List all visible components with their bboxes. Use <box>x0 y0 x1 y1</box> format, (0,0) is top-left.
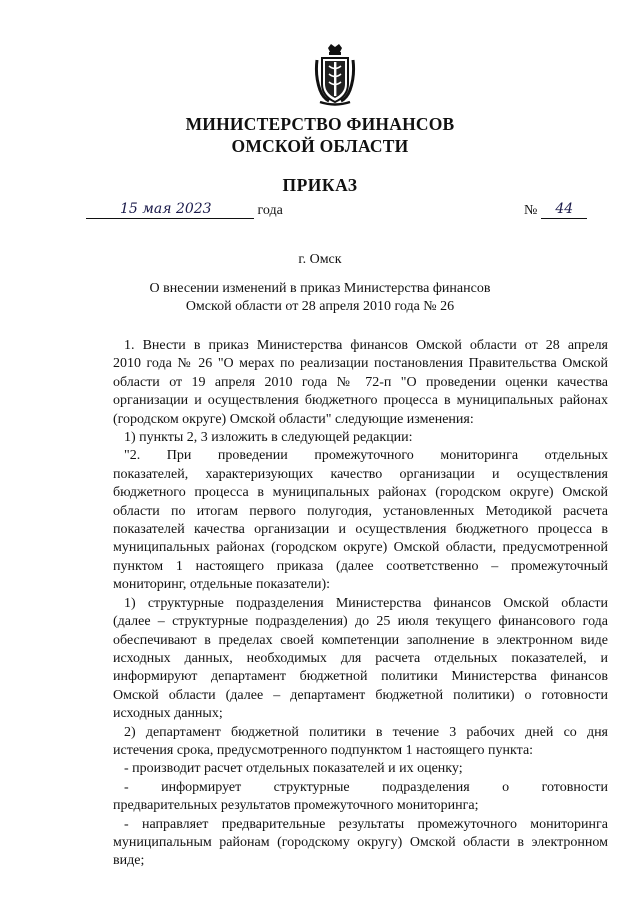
body-line: исходных данных, необходимых для расчета отдельных показателей, и <box>113 650 608 666</box>
body-line: (городском округе) Омской области" следующие изменения: <box>113 411 474 427</box>
body-line: показателей, характеризующих качество организации и осуществления <box>113 466 608 482</box>
body-line: обеспечивают в пределах своей компетенции заполнение в электронном виде <box>113 632 608 648</box>
body-line: 2010 года № 26 "О мерах по реализации постановления Правительства Омской <box>113 356 608 372</box>
body-line: 2) департамент бюджетной политики в течение 3 рабочих дней со дня <box>124 724 608 740</box>
body-line: организации и осуществления бюджетного процесса в муниципальных районах <box>113 393 608 409</box>
body-line: 1. Внести в приказ Министерства финансов Омской области от 28 апреля <box>124 338 608 353</box>
document-type-title: ПРИКАЗ <box>282 175 358 195</box>
body-line: мониторинг, отдельные показатели): <box>113 577 331 593</box>
date-suffix: года <box>257 203 283 218</box>
body-line: Омской области (далее – департамент бюджетной политики) о готовности <box>113 687 608 703</box>
date-handwritten: 15 мая 2023 <box>120 201 212 217</box>
body-line: "2. При проведении промежуточного мониторинга отдельных <box>124 448 608 464</box>
number-line <box>524 203 587 219</box>
body-line: - информирует структурные подразделения о готовности <box>124 779 608 795</box>
body-line: 1) структурные подразделения Министерства финансов Омской области <box>124 595 608 611</box>
body-line: предварительных результатов промежуточного мониторинга; <box>113 798 479 814</box>
body-line: области по итогам первого полугодия, установленных Методикой расчета <box>113 503 608 519</box>
body-line: бюджетного процесса в муниципальных районах (городском округе) Омской <box>113 485 608 501</box>
body-line: информируют департамент бюджетной политики Министерства финансов <box>113 669 608 685</box>
subject-line2: Омской области от 28 апреля 2010 года № 26 <box>185 299 455 314</box>
number-handwritten: 44 <box>555 201 574 217</box>
body-line: 1) пункты 2, 3 изложить в следующей редакции: <box>124 430 413 446</box>
body-line: исходных данных; <box>113 706 223 722</box>
date-field <box>86 203 254 219</box>
body-line: - направляет предварительные результаты промежуточного мониторинга <box>124 816 608 832</box>
body-line: истечения срока, предусмотренного подпунктом 1 настоящего пункта: <box>113 742 534 758</box>
body-line: показателей качества организации и осуществления бюджетного процесса в <box>113 522 608 538</box>
ministry-name-line1: МИНИСТЕРСТВО ФИНАНСОВ <box>185 114 455 134</box>
body-line: - производит расчет отдельных показателей и их оценку; <box>124 761 463 777</box>
date-line <box>86 203 283 219</box>
body-line: (далее – структурные подразделения) до 25 июля текущего финансового года <box>113 614 608 630</box>
document-body <box>113 337 608 871</box>
omsk-coat-of-arms-icon <box>314 44 356 106</box>
body-line: области от 19 апреля 2010 года № 72-п "О проведении оценки качества <box>113 374 608 390</box>
body-line: пунктом 1 настоящего приказа (далее соответственно – промежуточный <box>113 558 608 574</box>
subject-line1: О внесении изменений в приказ Министерства финансов <box>149 281 491 296</box>
body-line: виде; <box>113 853 145 869</box>
body-line: муниципальных районах (городском округе) Омской области, предусмотренной <box>113 540 608 556</box>
city-name: г. Омск <box>298 252 342 267</box>
ministry-name-line2: ОМСКОЙ ОБЛАСТИ <box>231 136 409 156</box>
body-line: муниципальным районам (городскому округу) Омской области в электронном <box>113 834 608 850</box>
number-label: № <box>524 203 538 218</box>
number-field <box>541 203 587 219</box>
